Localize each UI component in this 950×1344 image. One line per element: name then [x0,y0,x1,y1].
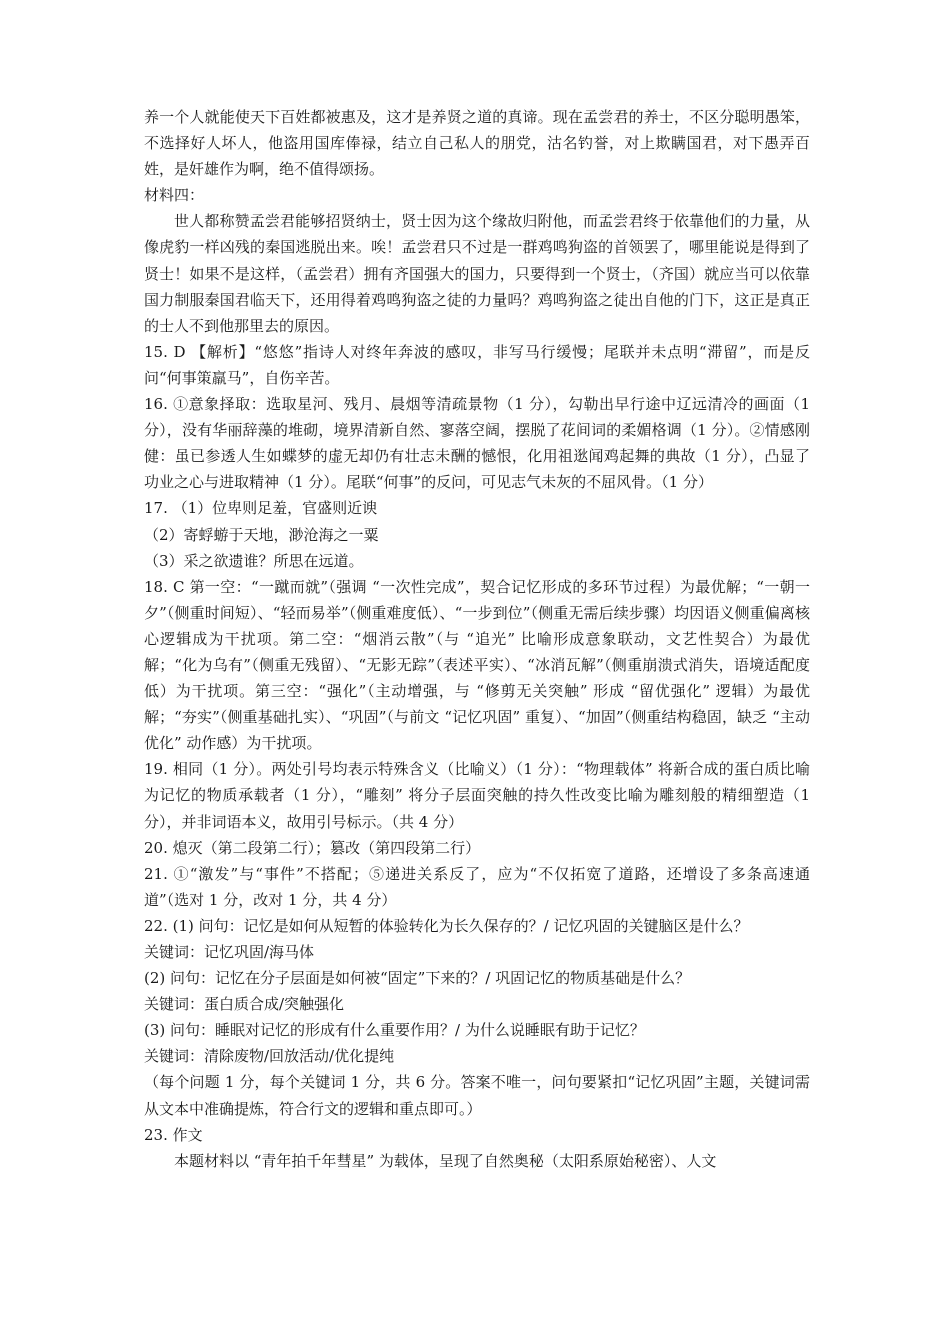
answer-22-note: （每个问题 1 分，每个关键词 1 分，共 6 分。答案不唯一，问句要紧扣“记忆巩固”主题，关键词需从文本中准确提炼，符合行文的逻辑和重点即可。） [144,1073,810,1118]
material-four-heading: 材料四： [144,186,205,205]
document-page [144,104,810,1174]
answer-21: 21. ①“激发”与“事件”不搭配；⑤递进关系反了，应为“不仅拓宽了道路，还增设了多条高速通道”（选对 1 分，改对 1 分，共 4 分） [144,864,810,909]
answer-19: 19. 相同（1 分）。两处引号均表示特殊含义（比喻义）（1 分）：“物理载体” 将新合成的蛋白质比喻为记忆的物质承载者（1 分），“雕刻” 将分子层面突触的持久性改变比喻为雕刻般的精细塑造（1 分），并非词语本义，故用引号标示。（共 4 分） [144,760,810,831]
paragraph-1: 养一个人就能使天下百姓都被惠及，这才是养贤之道的真谛。现在孟尝君的养士，不区分聪明愚笨，不选择好人坏人，他盗用国库俸禄，结立自己私人的朋党，沽名钓誉，对上欺瞒国君，对下愚弄百姓，是奸雄作为啊，绝不值得颂扬。 [144,108,810,179]
answer-23-heading: 23. 作文 [144,1125,203,1144]
answer-22-2: (2) 问句：记忆在分子层面是如何被“固定”下来的？/ 巩固记忆的物质基础是什么？ [144,969,691,988]
answer-22-3-keywords: 关键词：清除废物/回放活动/优化提纯 [144,1047,395,1066]
material-four-text: 世人都称赞孟尝君能够招贤纳士，贤士因为这个缘故归附他，而孟尝君终于依靠他们的力量，从像虎豹一样凶残的秦国逃脱出来。唉！孟尝君只不过是一群鸡鸣狗盗的首领罢了，哪里能说是得到了贤士！如果不是这样，（孟尝君）拥有齐国强大的国力，只要得到一个贤士，（齐国）就应当可以依靠国力制服秦国君临天下，还用得着鸡鸣狗盗之徒的力量吗？鸡鸣狗盗之徒出自他的门下，这正是真正的士人不到他那里去的原因。 [144,212,810,335]
answer-15: 15. D 【解析】“悠悠”指诗人对终年奔波的感叹，非写马行缓慢；尾联并未点明“滞留”，而是反问“何事策羸马”，自伤辛苦。 [144,342,810,387]
answer-18: 18. C 第一空：“一蹴而就”（强调 “一次性完成”，契合记忆形成的多环节过程）为最优解；“一朝一夕”（侧重时间短）、“轻而易举”（侧重难度低）、“一步到位”（侧重无需后续步骤）均因语义侧重偏离核心逻辑成为干扰项。第二空：“烟消云散”（与 “追光” 比喻形成意象联动，文艺性契合）为最优解；“化为乌有”（侧重无残留）、“无影无踪”（表述平实）、“冰消瓦解”（侧重崩溃式消失，语境适配度低）为干扰项。第三空：“强化”（主动增强，与 “修剪无关突触” 形成 “留优强化” 逻辑）为最优解；“夯实”（侧重基础扎实）、“巩固”（与前文 “记忆巩固” 重复）、“加固”（侧重结构稳固，缺乏 “主动优化” 动作感）为干扰项。 [144,577,810,753]
answer-22-1-keywords: 关键词：记忆巩固/海马体 [144,943,315,961]
answer-22-3: (3) 问句：睡眠对记忆的形成有什么重要作用？/ 为什么说睡眠有助于记忆？ [144,1021,645,1040]
answer-22-1: 22. (1) 问句：记忆是如何从短暂的体验转化为长久保存的？/ 记忆巩固的关键脑区是什么？ [144,916,749,935]
answer-16: 16. ①意象择取：选取星河、残月、晨烟等清疏景物（1 分），勾勒出早行途中辽远清冷的画面（1 分），没有华丽辞藻的堆砌，境界清新自然、寥落空阔，摆脱了花间词的柔媚格调（1 分）。②情感刚健：虽已参透人生如蝶梦的虚无却仍有壮志未酬的憾恨，化用祖逖闻鸡起舞的典故（1 分），凸显了功业之心与进取精神（1 分）。尾联“何事”的反问，可见志气未灰的不屈风骨。（1 分） [144,395,810,492]
answer-17-2: （2）寄蜉蝣于天地，渺沧海之一粟 [144,525,379,544]
answer-17-1: 17. （1）位卑则足羞，官盛则近谀 [144,499,378,518]
answer-22-2-keywords: 关键词：蛋白质合成/突触强化 [144,995,345,1014]
answer-23-text: 本题材料以 “青年拍千年彗星” 为载体，呈现了自然奥秘（太阳系原始秘密）、人文 [174,1151,717,1170]
answer-17-3: （3）采之欲遗谁？所思在远道。 [144,551,364,570]
answer-20: 20. 熄灭（第二段第二行）；篡改（第四段第二行） [144,838,481,857]
